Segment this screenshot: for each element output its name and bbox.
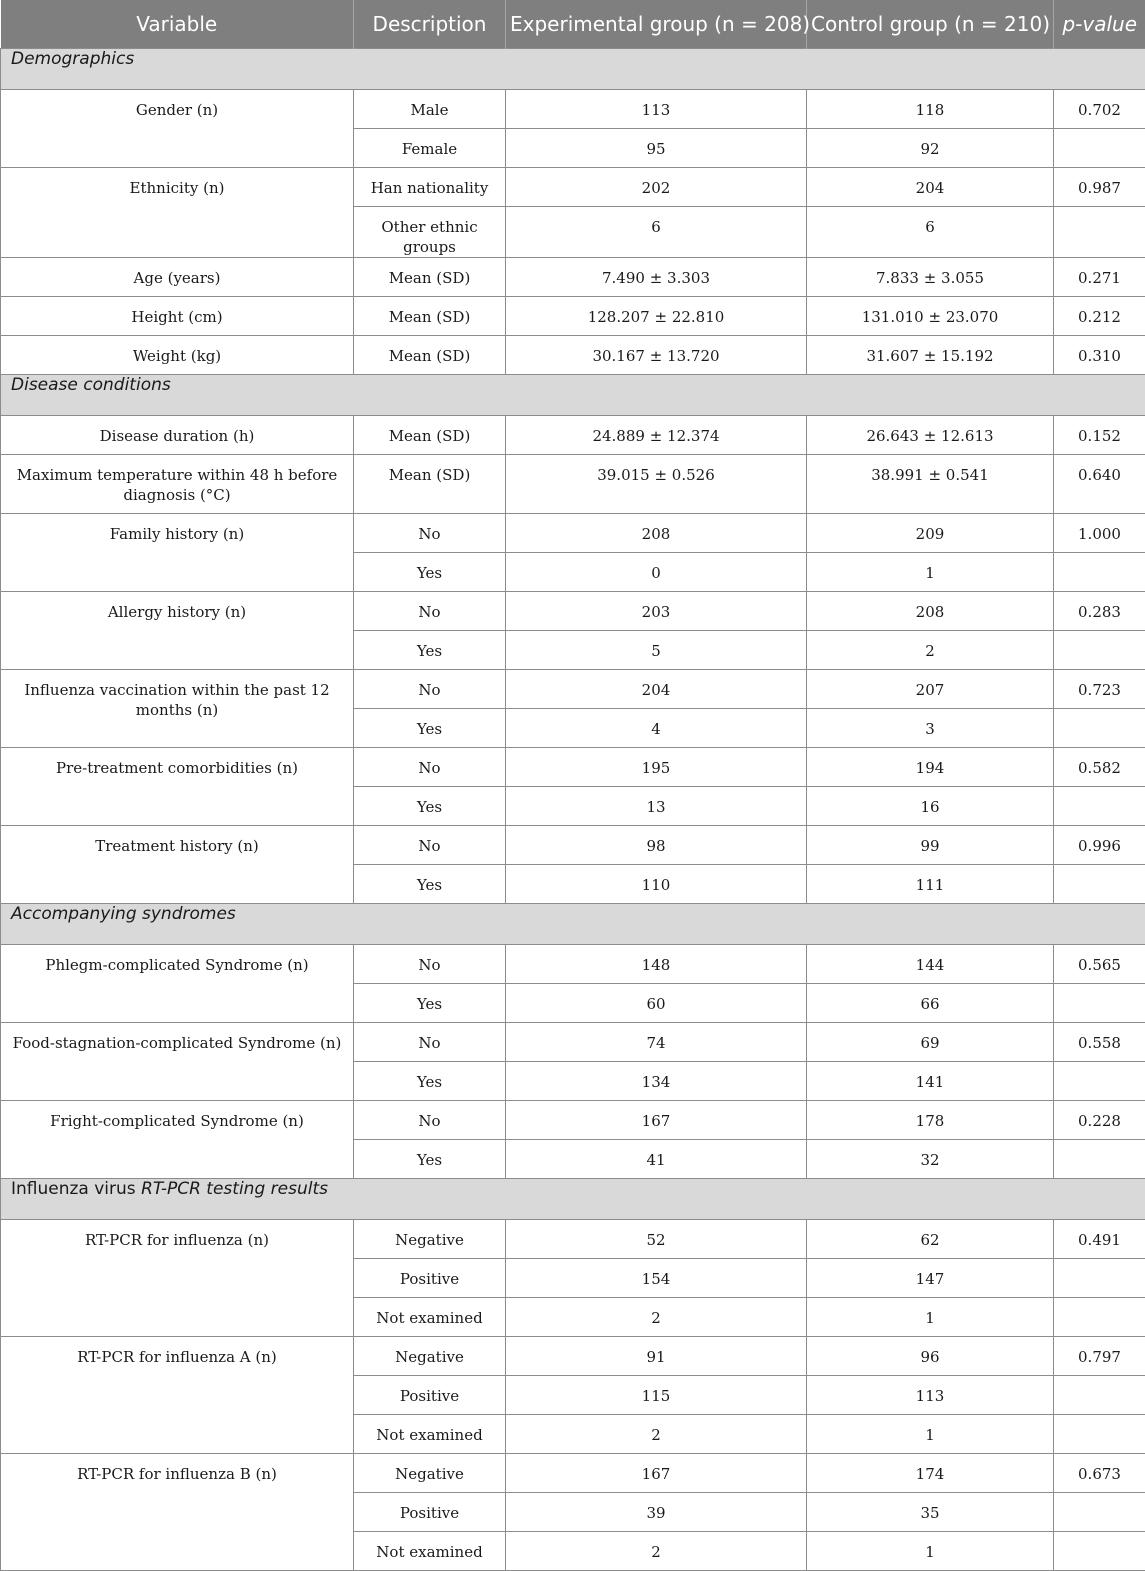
experimental-cell: 39 bbox=[506, 1493, 807, 1532]
experimental-cell: 203 bbox=[506, 592, 807, 631]
control-cell: 204 bbox=[807, 168, 1054, 207]
description-cell: No bbox=[354, 826, 506, 865]
experimental-cell: 4 bbox=[506, 709, 807, 748]
table-row bbox=[1, 670, 1145, 709]
p-value-cell bbox=[1054, 709, 1145, 748]
table-row bbox=[1, 90, 1145, 129]
description-cell: Han nationality bbox=[354, 168, 506, 207]
section-row bbox=[1, 904, 1145, 945]
control-cell: 1 bbox=[807, 1532, 1054, 1571]
variable-cell: Weight (kg) bbox=[1, 336, 354, 375]
variable-cell: Height (cm) bbox=[1, 297, 354, 336]
control-cell: 6 bbox=[807, 207, 1054, 258]
p-value-cell bbox=[1054, 865, 1145, 904]
control-cell: 1 bbox=[807, 1298, 1054, 1337]
experimental-cell: 39.015 ± 0.526 bbox=[506, 455, 807, 514]
table-row bbox=[1, 336, 1145, 375]
p-value-cell bbox=[1054, 129, 1145, 168]
experimental-cell: 2 bbox=[506, 1532, 807, 1571]
experimental-cell: 167 bbox=[506, 1101, 807, 1140]
table-row bbox=[1, 1337, 1145, 1376]
description-cell: Mean (SD) bbox=[354, 336, 506, 375]
experimental-cell: 204 bbox=[506, 670, 807, 709]
description-cell: Yes bbox=[354, 631, 506, 670]
experimental-cell: 95 bbox=[506, 129, 807, 168]
experimental-cell: 98 bbox=[506, 826, 807, 865]
variable-cell: Gender (n) bbox=[1, 90, 354, 168]
table-row bbox=[1, 945, 1145, 984]
p-value-cell bbox=[1054, 984, 1145, 1023]
experimental-cell: 2 bbox=[506, 1298, 807, 1337]
header-p-value: p-value bbox=[1054, 0, 1145, 49]
control-cell: 174 bbox=[807, 1454, 1054, 1493]
description-cell: No bbox=[354, 1101, 506, 1140]
variable-cell: Disease duration (h) bbox=[1, 416, 354, 455]
table-row bbox=[1, 1454, 1145, 1493]
variable-cell: Pre-treatment comorbidities (n) bbox=[1, 748, 354, 826]
p-value-cell bbox=[1054, 1493, 1145, 1532]
experimental-cell: 113 bbox=[506, 90, 807, 129]
p-value-cell: 0.673 bbox=[1054, 1454, 1145, 1493]
description-cell: Mean (SD) bbox=[354, 455, 506, 514]
table-row bbox=[1, 514, 1145, 553]
control-cell: 35 bbox=[807, 1493, 1054, 1532]
variable-cell: RT-PCR for influenza (n) bbox=[1, 1220, 354, 1337]
description-cell: Positive bbox=[354, 1259, 506, 1298]
p-value-cell bbox=[1054, 1062, 1145, 1101]
control-cell: 178 bbox=[807, 1101, 1054, 1140]
variable-cell: Treatment history (n) bbox=[1, 826, 354, 904]
table-row bbox=[1, 168, 1145, 207]
control-cell: 194 bbox=[807, 748, 1054, 787]
experimental-cell: 74 bbox=[506, 1023, 807, 1062]
description-cell: Positive bbox=[354, 1493, 506, 1532]
description-cell: Female bbox=[354, 129, 506, 168]
variable-cell: Maximum temperature within 48 h before diagnosis (°C) bbox=[1, 455, 354, 514]
control-cell: 38.991 ± 0.541 bbox=[807, 455, 1054, 514]
experimental-cell: 5 bbox=[506, 631, 807, 670]
section-row bbox=[1, 1179, 1145, 1220]
control-cell: 209 bbox=[807, 514, 1054, 553]
control-cell: 131.010 ± 23.070 bbox=[807, 297, 1054, 336]
section-disease-conditions: Disease conditions bbox=[1, 375, 1145, 416]
description-cell: Not examined bbox=[354, 1532, 506, 1571]
p-value-cell: 0.491 bbox=[1054, 1220, 1145, 1259]
experimental-cell: 13 bbox=[506, 787, 807, 826]
header-row bbox=[1, 0, 1145, 49]
p-value-cell: 0.797 bbox=[1054, 1337, 1145, 1376]
p-value-cell: 0.640 bbox=[1054, 455, 1145, 514]
description-cell: Mean (SD) bbox=[354, 258, 506, 297]
experimental-cell: 6 bbox=[506, 207, 807, 258]
p-value-cell: 0.228 bbox=[1054, 1101, 1145, 1140]
description-cell: Positive bbox=[354, 1376, 506, 1415]
table-row bbox=[1, 297, 1145, 336]
description-cell: Yes bbox=[354, 1062, 506, 1101]
variable-cell: Family history (n) bbox=[1, 514, 354, 592]
header-control-group: Control group (n = 210) bbox=[807, 0, 1054, 49]
variable-cell: RT-PCR for influenza A (n) bbox=[1, 1337, 354, 1454]
control-cell: 32 bbox=[807, 1140, 1054, 1179]
p-value-cell: 0.702 bbox=[1054, 90, 1145, 129]
p-value-cell: 0.283 bbox=[1054, 592, 1145, 631]
description-cell: Negative bbox=[354, 1454, 506, 1493]
control-cell: 208 bbox=[807, 592, 1054, 631]
control-cell: 92 bbox=[807, 129, 1054, 168]
header-variable: Variable bbox=[1, 0, 354, 49]
p-value-cell bbox=[1054, 1376, 1145, 1415]
control-cell: 147 bbox=[807, 1259, 1054, 1298]
experimental-cell: 167 bbox=[506, 1454, 807, 1493]
variable-cell: Influenza vaccination within the past 12 months (n) bbox=[1, 670, 354, 748]
control-cell: 69 bbox=[807, 1023, 1054, 1062]
p-value-cell bbox=[1054, 1298, 1145, 1337]
p-value-cell: 0.723 bbox=[1054, 670, 1145, 709]
description-cell: Negative bbox=[354, 1337, 506, 1376]
control-cell: 3 bbox=[807, 709, 1054, 748]
experimental-cell: 195 bbox=[506, 748, 807, 787]
table-row bbox=[1, 258, 1145, 297]
section-rt-pcr-results: Influenza virus RT-PCR testing results bbox=[1, 1179, 1145, 1220]
control-cell: 118 bbox=[807, 90, 1054, 129]
description-cell: Yes bbox=[354, 865, 506, 904]
p-value-cell: 0.310 bbox=[1054, 336, 1145, 375]
header-experimental-group: Experimental group (n = 208) bbox=[506, 0, 807, 49]
description-cell: No bbox=[354, 748, 506, 787]
experimental-cell: 115 bbox=[506, 1376, 807, 1415]
control-cell: 207 bbox=[807, 670, 1054, 709]
description-cell: Yes bbox=[354, 984, 506, 1023]
variable-cell: Phlegm-complicated Syndrome (n) bbox=[1, 945, 354, 1023]
experimental-cell: 2 bbox=[506, 1415, 807, 1454]
p-value-cell: 0.271 bbox=[1054, 258, 1145, 297]
description-cell: Other ethnic groups bbox=[354, 207, 506, 258]
table-row bbox=[1, 826, 1145, 865]
table-row bbox=[1, 1101, 1145, 1140]
section-demographics: Demographics bbox=[1, 49, 1145, 90]
description-cell: No bbox=[354, 670, 506, 709]
control-cell: 16 bbox=[807, 787, 1054, 826]
experimental-cell: 148 bbox=[506, 945, 807, 984]
experimental-cell: 7.490 ± 3.303 bbox=[506, 258, 807, 297]
p-value-cell bbox=[1054, 207, 1145, 258]
experimental-cell: 91 bbox=[506, 1337, 807, 1376]
p-value-cell bbox=[1054, 1140, 1145, 1179]
experimental-cell: 52 bbox=[506, 1220, 807, 1259]
description-cell: Mean (SD) bbox=[354, 297, 506, 336]
experimental-cell: 128.207 ± 22.810 bbox=[506, 297, 807, 336]
control-cell: 26.643 ± 12.613 bbox=[807, 416, 1054, 455]
header-description: Description bbox=[354, 0, 506, 49]
description-cell: No bbox=[354, 514, 506, 553]
control-cell: 62 bbox=[807, 1220, 1054, 1259]
control-cell: 7.833 ± 3.055 bbox=[807, 258, 1054, 297]
control-cell: 31.607 ± 15.192 bbox=[807, 336, 1054, 375]
description-cell: Not examined bbox=[354, 1298, 506, 1337]
p-value-cell: 0.565 bbox=[1054, 945, 1145, 984]
description-cell: Mean (SD) bbox=[354, 416, 506, 455]
control-cell: 66 bbox=[807, 984, 1054, 1023]
section-accompanying-syndromes: Accompanying syndromes bbox=[1, 904, 1145, 945]
p-value-cell: 0.212 bbox=[1054, 297, 1145, 336]
p-value-cell: 0.996 bbox=[1054, 826, 1145, 865]
experimental-cell: 208 bbox=[506, 514, 807, 553]
table-row bbox=[1, 592, 1145, 631]
control-cell: 144 bbox=[807, 945, 1054, 984]
p-value-cell bbox=[1054, 631, 1145, 670]
p-value-cell bbox=[1054, 553, 1145, 592]
p-value-cell: 0.152 bbox=[1054, 416, 1145, 455]
control-cell: 1 bbox=[807, 553, 1054, 592]
experimental-cell: 134 bbox=[506, 1062, 807, 1101]
description-cell: Yes bbox=[354, 787, 506, 826]
control-cell: 113 bbox=[807, 1376, 1054, 1415]
p-value-cell bbox=[1054, 1415, 1145, 1454]
section-row bbox=[1, 49, 1145, 90]
p-value-cell bbox=[1054, 787, 1145, 826]
p-value-cell: 1.000 bbox=[1054, 514, 1145, 553]
description-cell: Not examined bbox=[354, 1415, 506, 1454]
table-row bbox=[1, 455, 1145, 514]
variable-cell: Food-stagnation-complicated Syndrome (n) bbox=[1, 1023, 354, 1101]
p-value-cell bbox=[1054, 1259, 1145, 1298]
table-row bbox=[1, 1023, 1145, 1062]
variable-cell: Ethnicity (n) bbox=[1, 168, 354, 258]
table-row bbox=[1, 416, 1145, 455]
p-value-cell bbox=[1054, 1532, 1145, 1571]
variable-cell: RT-PCR for influenza B (n) bbox=[1, 1454, 354, 1571]
description-cell: No bbox=[354, 592, 506, 631]
table-row bbox=[1, 1220, 1145, 1259]
description-cell: Yes bbox=[354, 553, 506, 592]
variable-cell: Age (years) bbox=[1, 258, 354, 297]
table-row bbox=[1, 748, 1145, 787]
experimental-cell: 60 bbox=[506, 984, 807, 1023]
control-cell: 141 bbox=[807, 1062, 1054, 1101]
description-cell: No bbox=[354, 1023, 506, 1062]
control-cell: 111 bbox=[807, 865, 1054, 904]
control-cell: 1 bbox=[807, 1415, 1054, 1454]
control-cell: 2 bbox=[807, 631, 1054, 670]
description-cell: Yes bbox=[354, 1140, 506, 1179]
p-value-cell: 0.987 bbox=[1054, 168, 1145, 207]
control-cell: 99 bbox=[807, 826, 1054, 865]
control-cell: 96 bbox=[807, 1337, 1054, 1376]
section-row bbox=[1, 375, 1145, 416]
p-value-cell: 0.558 bbox=[1054, 1023, 1145, 1062]
experimental-cell: 30.167 ± 13.720 bbox=[506, 336, 807, 375]
experimental-cell: 0 bbox=[506, 553, 807, 592]
description-cell: Yes bbox=[354, 709, 506, 748]
experimental-cell: 24.889 ± 12.374 bbox=[506, 416, 807, 455]
description-cell: Negative bbox=[354, 1220, 506, 1259]
experimental-cell: 110 bbox=[506, 865, 807, 904]
description-cell: Male bbox=[354, 90, 506, 129]
variable-cell: Allergy history (n) bbox=[1, 592, 354, 670]
p-value-cell: 0.582 bbox=[1054, 748, 1145, 787]
experimental-cell: 41 bbox=[506, 1140, 807, 1179]
experimental-cell: 154 bbox=[506, 1259, 807, 1298]
experimental-cell: 202 bbox=[506, 168, 807, 207]
variable-cell: Fright-complicated Syndrome (n) bbox=[1, 1101, 354, 1179]
description-cell: No bbox=[354, 945, 506, 984]
